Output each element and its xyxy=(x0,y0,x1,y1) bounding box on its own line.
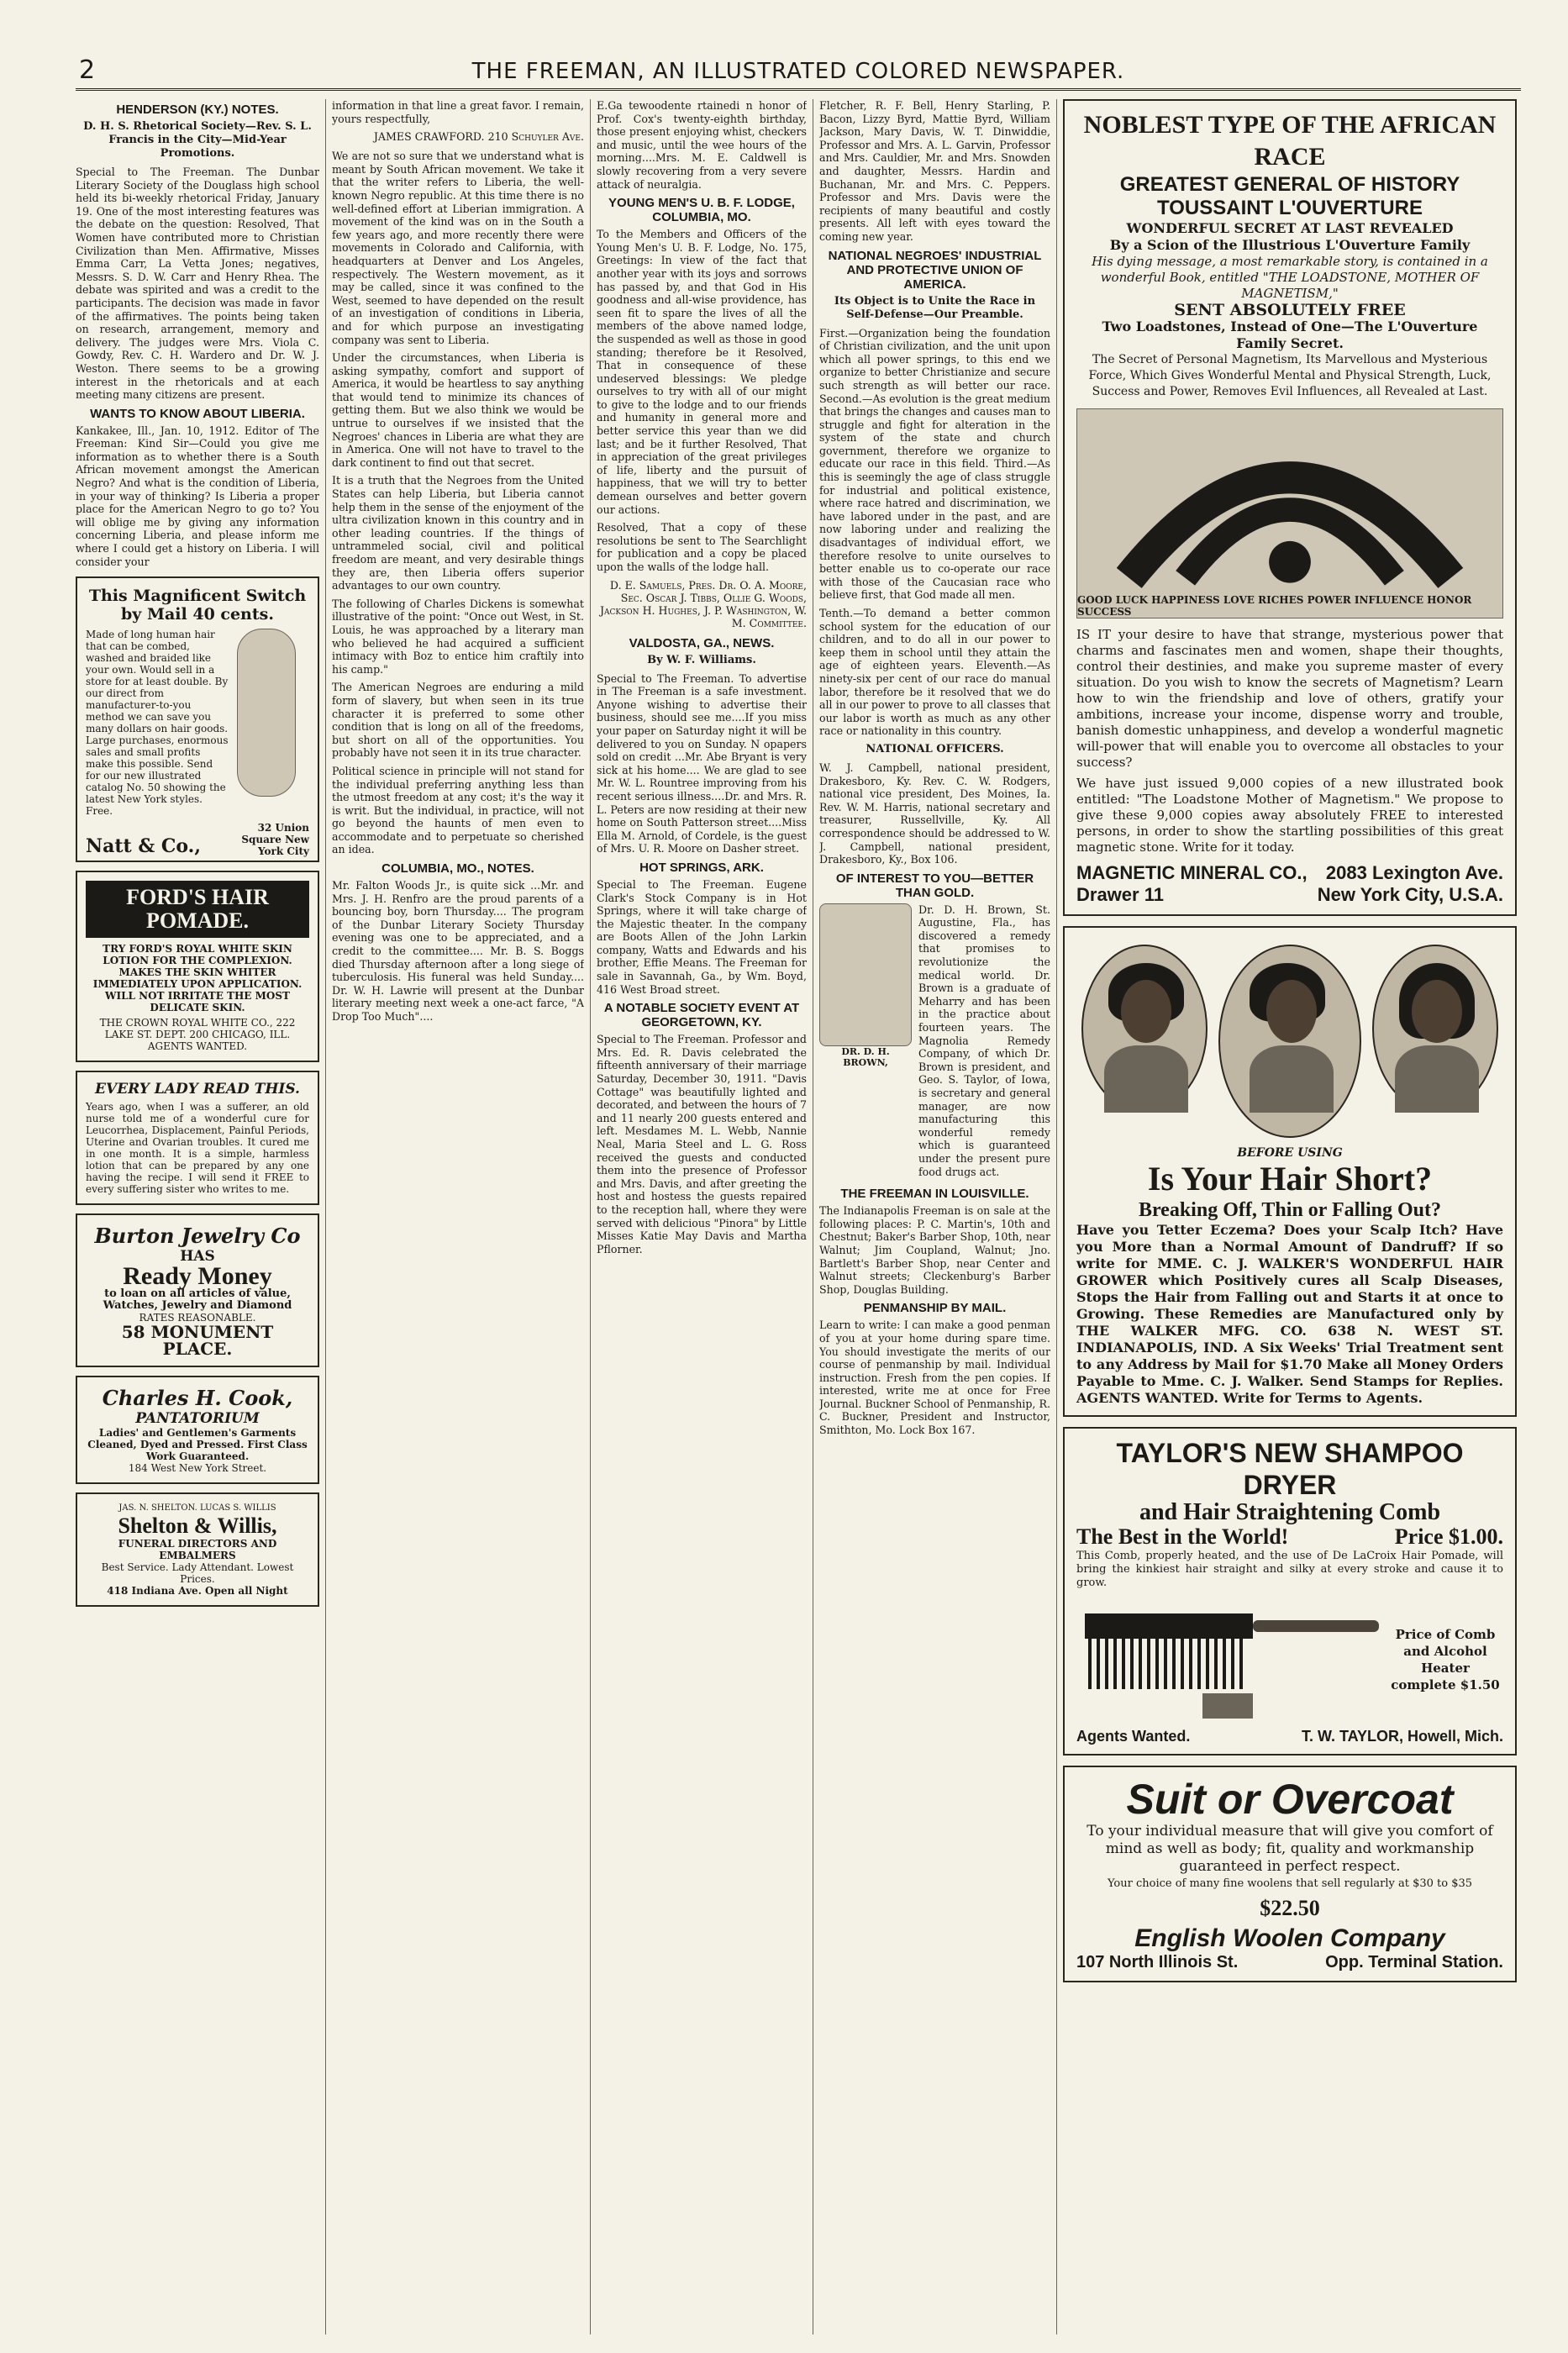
article-heading: WANTS TO KNOW ABOUT LIBERIA. xyxy=(90,406,305,421)
cook-pantatorium-ad xyxy=(76,1376,319,1484)
ad-line: By a Scion of the Illustrious L'Ouverture Family xyxy=(1109,237,1471,253)
ad-line: SENT ABSOLUTELY FREE xyxy=(1174,301,1406,319)
ad-sub: PANTATORIUM xyxy=(135,1410,260,1428)
portrait-caption: DR. D. H. BROWN, xyxy=(841,1045,890,1068)
article-body: Political science in principle will not stand for the individual preferring anything less than the utmost freedom at any cost; it's the way it is writ. But the individual, in practice, will not go beyond the haunts of men even to accommodate and to perpetuate so cherished an idea. xyxy=(332,764,584,856)
ad-firm: T. W. TAYLOR, Howell, Mich. xyxy=(1301,1728,1503,1745)
walker-hair-ad xyxy=(1063,926,1517,1417)
ad-body: We have just issued 9,000 copies of a new illustrated book entitled: "The Loadstone Mother of Magnetism." We propose to give these 9,000 copies away absolutely FREE to interested persons, in order to show the startling possibilities of this great magnetic stone. Write for it today. xyxy=(1076,776,1503,855)
officers-list: W. J. Campbell, national president, Drakesboro, Ky. Rev. C. W. Rodgers, national vice president, Des Moines, Ia. Rev. W. M. Harris, national secretary and treasurer, Russellville, Ky. All correspondence should be addressed to W. J. Campbell, national president, Drakesboro, Ky., Box 106. xyxy=(819,761,1050,866)
byline: By W. F. Williams. xyxy=(647,653,756,666)
portrait-oval xyxy=(1218,945,1361,1138)
ad-firm: THE CROWN ROYAL WHITE CO., 222 LAKE ST. DEPT. 200 CHICAGO, ILL. AGENTS WANTED. xyxy=(99,1017,296,1053)
masthead xyxy=(76,52,1521,91)
article-heading: HOT SPRINGS, ARK. xyxy=(639,860,764,875)
ad-body: Have you Tetter Eczema? Does your Scalp Itch? Have you More than a Normal Amount of Dandruff? If so write for MME. C. J. WALKER'S WONDERFUL HAIR GROWER which Positively cures all Scalp Diseases, Stops the Hair from Falling out and Starts it at once to Growing. These Remedies are Manufactured only by THE WALKER MFG. CO. 638 N. WEST ST. INDIANAPOLIS, IND. A Six Weeks' Trial Treatment sent to any Address by Mail for $1.70 Make all Money Orders Payable to Mme. C. J. Walker. Send Stamps for Replies. AGENTS WANTED. Write for Terms to Agents. xyxy=(1076,1222,1503,1406)
ad-sub: FUNERAL DIRECTORS AND EMBALMERS xyxy=(118,1538,277,1562)
ad-rates: RATES REASONABLE. xyxy=(139,1312,256,1324)
article-body: The American Negroes are enduring a mild form of slavery, but when seen in its true character it is preferred to some other condition that is long on all of the freedoms, but short on all of the opportunities. You probably have not seen it in its true character. xyxy=(332,681,584,760)
ad-firm: MAGNETIC MINERAL CO., xyxy=(1076,862,1308,883)
article-body: Fletcher, R. F. Bell, Henry Starling, P. Bacon, Lizzy Byrd, Mattie Byrd, William Jackson, Mary Davis, W. T. Dinwiddie, Professor and Mrs. A. L. Garvin, Professor and Mrs. Cauldier, Mr. and Mrs. Snowden and daughter, Messrs. Hardin and Buchanan, Mr. and Mrs. C. Peppers. Professor and Mrs. Davis were the recipients of many beautiful and costly presents. All left with eyes toward the coming new year. xyxy=(819,99,1050,243)
article-body: First.—Organization being the foundation of Christian civilization, and the unit upon which all power springs, to this end we organize to better Christianize and secure such strength as will better our race. Second.—As evolution is the great medium that brings the changes and causes man to struggle and fight for alteration in the system of the state and church government, therefore we organize to educate our race in this field. Third.—As this is seemingly the age of class struggle for industrial and political existence, where race hatred and discrimination, we have labored under in the past, and are now laboring under and realizing the disadvantages of individual effort, we therefore resolve to unite ourselves to better enable us to co-operate our race with those of the Caucasian race who believe first, that God made all men. xyxy=(819,326,1050,602)
ad-sub: and Hair Straightening Comb xyxy=(1139,1499,1441,1525)
before-using-label: BEFORE USING xyxy=(1237,1146,1343,1160)
officers-heading: NATIONAL OFFICERS. xyxy=(866,742,1004,755)
ad-heading: FORD'S HAIR POMADE. xyxy=(86,881,309,938)
column-3 xyxy=(597,99,807,2335)
ad-city: New York City, U.S.A. xyxy=(1317,884,1503,905)
ad-names: JAS. N. SHELTON. LUCAS S. WILLIS xyxy=(118,1503,276,1513)
ad-address: 418 Indiana Ave. Open all Night xyxy=(107,1585,288,1598)
ad-agents: Agents Wanted. xyxy=(1076,1728,1191,1745)
article-body: The Indianapolis Freeman is on sale at the following places: P. C. Martin's, 10th and Chestnut; Baker's Barber Shop, 10th, near Walnut; Jim Coupland, Walnut; Jno. Bartlett's Barber Shop, near Center and Walnut streets; Cleckenburg's Barber Shop, Douglas Building. xyxy=(819,1204,1050,1296)
ad-opposite: Opp. Terminal Station. xyxy=(1325,1953,1503,1971)
article-subheading: D. H. S. Rhetorical Society—Rev. S. L. Francis in the City—Mid-Year Promotions. xyxy=(83,120,312,160)
shelton-willis-ad xyxy=(76,1492,319,1607)
portrait-oval xyxy=(1372,945,1498,1113)
article-heading: YOUNG MEN'S U. B. F. LODGE, COLUMBIA, MO. xyxy=(608,196,795,225)
article-subheading: Its Object is to Unite the Race in Self-Defense—Our Preamble. xyxy=(834,294,1036,321)
switch-ad xyxy=(76,576,319,862)
ad-line: TOUSSAINT L'OUVERTURE xyxy=(1157,197,1423,219)
ad-sub: Breaking Off, Thin or Falling Out? xyxy=(1138,1199,1442,1221)
page-number: 2 xyxy=(79,55,96,85)
arc-words: GOOD LUCK HAPPINESS LOVE RICHES POWER INFLUENCE HONOR SUCCESS xyxy=(1077,594,1472,618)
burton-jewelry-ad xyxy=(76,1213,319,1367)
newspaper-title: THE FREEMAN, AN ILLUSTRATED COLORED NEWSPAPER. xyxy=(471,59,1125,84)
article-body: Mr. Falton Woods Jr., is quite sick ...Mr. and Mrs. J. H. Renfro are the proud parents of a bouncing boy, born Thursday.... The program of the Dunbar Literary Society Thursday evening was one to be appreciated, and a credit to the committee.... Mr. B. S. Boggs died Thursday afternoon after a long siege of tuberculosis. His funeral was held Sunday.... Dr. W. H. Lawrie will present at the Dunbar literary meeting next week a one-act farce, "A Drop Too Much".... xyxy=(332,879,584,1023)
comb-icon xyxy=(1076,1597,1387,1723)
ad-body: TRY FORD'S ROYAL WHITE SKIN LOTION FOR THE COMPLEXION. MAKES THE SKIN WHITER IMMEDIATELY UPON APPLICATION. WILL NOT IRRITATE THE MOST DELICATE SKIN. xyxy=(92,943,303,1014)
ad-address: 184 West New York Street. xyxy=(128,1462,267,1475)
article-body: Learn to write: I can make a good penman of you at your home during spare time. You should investigate the merits of our course of penmanship by mail. Individual instruction. Fresh from the pen copies. If interested, write me at once for Free Journal. Buckner School of Penmanship, R. C. Buckner, President and Instructor, Smithton, Mo. Lock Box 167. xyxy=(819,1319,1050,1437)
ad-firm: Natt & Co., xyxy=(86,835,201,858)
ad-price: Price $1.00. xyxy=(1394,1524,1503,1549)
ad-body: This Comb, properly heated, and the use of De LaCroix Hair Pomade, will bring the kinkiest hair straight and silky at every stroke and cause it to grow. xyxy=(1076,1550,1503,1589)
ad-line: His dying message, a most remarkable story, is contained in a wonderful Book, entitled "THE LOADSTONE, MOTHER OF MAGNETISM," xyxy=(1092,254,1488,301)
ad-line: WONDERFUL SECRET AT LAST REVEALED xyxy=(1126,220,1454,236)
ad-body: Best Service. Lady Attendant. Lowest Prices. xyxy=(101,1561,294,1586)
ad-money: Ready Money xyxy=(123,1262,272,1291)
ad-line: GREATEST GENERAL OF HISTORY xyxy=(1119,173,1460,196)
article-body: It is a truth that the Negroes from the United States can help Liberia, but Liberia cannot help them in the sense of the enjoyment of the ultra civilization known in this country and in other leading countries. If the things of untrammeled social, civil and political freedom are meant, and very desirable things they are, then Liberia offers superior advantages to our own country. xyxy=(332,474,584,592)
comb-price: Price of Comb and Alcohol Heater complete $1.50 xyxy=(1391,1627,1500,1692)
ad-price: $22.50 xyxy=(1260,1896,1320,1920)
article-heading: VALDOSTA, GA., NEWS. xyxy=(629,635,775,650)
column-rule xyxy=(1056,99,1057,2335)
loadstone-illustration xyxy=(1076,408,1503,619)
ad-body: IS IT your desire to have that strange, mysterious power that charms and fascinates men and women, shape their thoughts, control their destinies, and make you supreme master of every situation. Do you wish to know the secrets of Magnetism? Learn how to win the friendship and love of others, gratify your ambitions, increase your income, dispense worry and trouble, banish domestic unhappiness, and develop a wonderful magnetic will-power that will enable you to overcome all obstacles to your success? xyxy=(1076,627,1503,770)
ad-address: 58 MONUMENT PLACE. xyxy=(121,1322,274,1360)
signature: JAMES CRAWFORD. 210 Schuyler Ave. xyxy=(373,130,584,144)
ad-line: The Secret of Personal Magnetism, Its Marvellous and Mysterious Force, Which Gives Wonderful Mental and Physical Strength, Luck, Success and Power, Removes Evil Influences, all Revealed at Last. xyxy=(1088,353,1492,398)
ad-address: 32 Union Square New York City xyxy=(241,822,309,858)
lady-ad xyxy=(76,1071,319,1205)
column-rule xyxy=(590,99,591,2335)
arc-icon xyxy=(1088,409,1492,594)
fords-pomade-ad xyxy=(76,871,319,1062)
ad-body: Ladies' and Gentlemen's Garments Cleaned, Dyed and Pressed. First Class Work Guaranteed. xyxy=(87,1427,308,1463)
column-2 xyxy=(332,99,584,2335)
article-heading: NATIONAL NEGROES' INDUSTRIAL AND PROTECTIVE UNION OF AMERICA. xyxy=(828,248,1042,292)
article-body: Dr. D. H. Brown, St. Augustine, Fla., has discovered a remedy that promises to revolutionize the medical world. Dr. Brown is a graduate of Meharry and has been in the practice about fourteen years. The Magnolia Remedy Company, of which Dr. Brown is president, and Geo. S. Taylor, of Iowa, is secretary and general manager, are now manufacturing this wonderful remedy which is guaranteed under the present pure food drugs act. xyxy=(918,903,1050,1178)
ad-heading: Charles H. Cook, xyxy=(102,1386,293,1411)
magnetic-mineral-ad xyxy=(1063,99,1517,916)
article-body: E.Ga tewoodente rtainedi n honor of Prof. Cox's twenty-eighth birthday, those present enjoying whist, checkers and music, until the wee hours of the morning....Mrs. M. E. Caldwell is slowly recovering from a very severe attack of neuralgia. xyxy=(597,99,807,191)
hair-switch-image xyxy=(237,629,296,797)
article-heading: HENDERSON (KY.) NOTES. xyxy=(116,103,279,117)
ad-choice: Your choice of many fine woolens that sell regularly at $30 to $35 xyxy=(1107,1877,1473,1890)
article-body: Tenth.—To demand a better common school system for the education of our children, and to do all in our power to keep them in school until they attain the age of eighteen years. Eleventh.—As ninety-six per cent of our race do manual labor, therefore be it resolved that we do all in our power to prove to all classes that our labor is worth as much as any other race or nationality in this country. xyxy=(819,607,1050,738)
article-heading: OF INTEREST TO YOU—BETTER THAN GOLD. xyxy=(835,871,1034,900)
article-body: information in that line a great favor. I remain, yours respectfully, xyxy=(332,99,584,125)
ad-body: Years ago, when I was a sufferer, an old nurse told me of a wonderful cure for Leucorrhea, Displacement, Painful Periods, Uterine and Ovarian troubles. It cured me in one month. It is a simple, harmless lotion that can be prepared by any one having the recipe. I will send it FREE to every suffering sister who writes to me. xyxy=(86,1101,309,1196)
article-body: Special to The Freeman. To advertise in The Freeman is a safe investment. Anyone wishing to advertise their business, should see me....If you miss your paper on Saturday night it will be delivered to you on Sunday. N opapers sold on credit ...Mr. Abe Bryant is very sick at his home.... We are glad to see Mr. W. L. Rountree improving from his recent serious illness....Dr. and Mrs. R. L. Peters are now residing at their new home on South Patterson street....Miss Ella M. Arnold, of Cordele, is the guest of Mrs. U. R. Moore on Dasher street. xyxy=(597,671,807,855)
article-body: Under the circumstances, when Liberia is asking sympathy, comfort and support of America, it would be heartless to say anything that would tend to minimize its chances of getting them. But we also think we would be untrue to ourselves if we insisted that the Negroes' chances in Liberia are what they are in America. One will not have to travel to the dark continent to find out that secret. xyxy=(332,351,584,469)
ad-firm: English Woolen Company xyxy=(1134,1924,1445,1952)
ad-drawer: Drawer 11 xyxy=(1076,884,1164,905)
woolen-company-ad xyxy=(1063,1766,1517,1982)
article-body: We are not so sure that we understand what is meant by South African movement. We take it that the writer refers to Liberia, the well-known Negro republic. At this time there is no well-defined effort at Liberian immigration. A movement of the kind was on in the South a few years ago, and more recently there were movements in Colorado and California, with headquarters at Denver and Los Angeles, respectively. The Western movement, as it may be called, since it was confined to the West, seemed to have depended on the result of an investigation of conditions in Liberia, and for which purpose an investigating company was sent to Liberia. xyxy=(332,150,584,346)
taylor-shampoo-ad xyxy=(1063,1427,1517,1756)
article-body: Kankakee, Ill., Jan. 10, 1912. Editor of The Freeman: Kind Sir—Could you give me information as to whether there is a South African movement amongst the American Negro? And what is the condition of Liberia, in your way of thinking? Is Liberia a proper place for the American Negro to go to? You will oblige me by giving any information concerning Liberia, and please inform me where I could get a history on Liberia. I will consider your xyxy=(76,424,319,568)
ad-heading: This Magnificent Switch by Mail 40 cents. xyxy=(88,587,307,624)
ad-line: Two Loadstones, Instead of One—The L'Ouverture Family Secret. xyxy=(1102,318,1478,351)
article-heading: THE FREEMAN IN LOUISVILLE. xyxy=(840,1187,1029,1202)
ad-heading: EVERY LADY READ THIS. xyxy=(95,1081,300,1098)
portrait-oval xyxy=(1081,945,1208,1113)
signature: D. E. Samuels, Pres. Dr. O. A. Moore, Sec. Oscar J. Tibbs, Ollie G. Woods, Jackson H. Hughes, J. P. Washington, W. M. Committee. xyxy=(599,578,807,629)
article-heading: PENMANSHIP BY MAIL. xyxy=(863,1301,1007,1316)
ad-heading: Suit or Overcoat xyxy=(1126,1776,1454,1823)
article-heading: COLUMBIA, MO., NOTES. xyxy=(381,861,534,876)
ad-tagline: The Best in the World! xyxy=(1076,1524,1289,1549)
column-4 xyxy=(819,99,1050,2335)
article-body: Special to The Freeman. Professor and Mrs. Ed. R. Davis celebrated the fifteenth anniversary of their marriage Saturday, December 30, 1911. "Davis Cottage" was beautifully lighted and decorated, and between the hours of 7 and 11 nearly 200 guests entered and left. Mesdames M. L. Webb, Nannie Neal, Maria Steel and L. G. Ross received the guests and conducted them into the presence of Professor and Mrs. Davis, and after greeting the host and hostess the guests repaired to the reception hall, where they were served with delicious "Pinora" by Little Misses Katie May Davis and Martha Pflorner. xyxy=(597,1033,807,1255)
ad-body: To your individual measure that will give you comfort of mind as well as body; fit, quality and workmanship guaranteed in perfect respect. xyxy=(1087,1823,1493,1875)
ad-body: to loan on all articles of value, Watches, Jewelry and Diamond xyxy=(103,1287,292,1313)
ad-heading: Is Your Hair Short? xyxy=(1147,1160,1433,1198)
article-body: The following of Charles Dickens is somewhat illustrative of the point: "Once out West, in St. Louis, he was approached by a literary man who believed he had acquired a sufficient intimacy with Boz to entice him craftily into his camp." xyxy=(332,597,584,676)
ad-body: Made of long human hair that can be combed, washed and braided like your own. Would sell in a store for at least double. By our direct from manufacturer-to-you method we can save you many dollars on hair goods. Large purchases, enormous sales and small profits make this possible. Send for our new illustrated catalog No. 50 showing the latest New York styles. Free. xyxy=(86,629,229,818)
column-1 xyxy=(76,99,319,2335)
article-body: Special to The Freeman. Eugene Clark's Stock Company is in Hot Springs, where it will take charge of the Majestic theater. In the company are Boots Allen of the John Larkin company, Watts and Edwards and his brother, Effie Means. The Freeman for sale in Savannah, Ga., by Wm. Boyd, 416 West Broad street. xyxy=(597,877,807,996)
ad-heading: Burton Jewelry Co xyxy=(94,1224,301,1249)
portrait-image xyxy=(819,903,912,1046)
article-body: Resolved, That a copy of these resolutions be sent to The Searchlight for publication and a copy be placed upon the walls of the lodge hall. xyxy=(597,521,807,573)
column-rule xyxy=(325,99,326,2335)
ad-heading: TAYLOR'S NEW SHAMPOO DRYER xyxy=(1116,1438,1464,1500)
ad-address: 2083 Lexington Ave. xyxy=(1325,862,1503,883)
ad-address: 107 North Illinois St. xyxy=(1076,1953,1239,1971)
column-5 xyxy=(1063,99,1517,2335)
ad-heading: Shelton & Willis, xyxy=(118,1513,277,1539)
article-heading: A NOTABLE SOCIETY EVENT AT GEORGETOWN, KY. xyxy=(603,1001,800,1030)
ad-line: NOBLEST TYPE OF THE AFRICAN RACE xyxy=(1083,111,1497,171)
ad-has: HAS xyxy=(180,1248,215,1266)
article-body: Special to The Freeman. The Dunbar Literary Society of the Douglass high school held its bi-weekly rhetorical Friday, January 19. One of the most interesting features was the debate on the question: Resolved, That Women have contributed more to Christian Civilization than Men. Affirmative, Misses Emma Carr, La Vetta Jones; negatives, Messrs. S. D. W. Carr and Henry Rhea. The debate was spirited and was a credit to the participants. The decision was made in favor of the affirmatives. The points being taken on research, arrangement, memory and delivery. The judges were Mrs. Viola C. Gowdy, Rev. C. H. Wardero and Dr. W. J. Weston. There seems to be a growing interest in the rhetoricals and at each meeting many citizens are present. xyxy=(76,166,319,402)
article-body: To the Members and Officers of the Young Men's U. B. F. Lodge, No. 175, Greetings: In view of the fact that another year with its joys and sorrows has passed by, and that God in His goodness and all-wise providence, has seen fit to spare the lives of all the members of the above named lodge, the suspended as well as those in good standing; therefore be it Resolved, That in consequence of these undeserved blessings: We pledge ourselves to try with all of our might to give to the lodge and to our friends and humanity in general more and better service this year than we did last; and be it further Resolved, That in appreciation of the great privileges of life, liberty and the pursuit of happiness, that we will try to better demean ourselves and better govern our actions. xyxy=(597,228,807,516)
